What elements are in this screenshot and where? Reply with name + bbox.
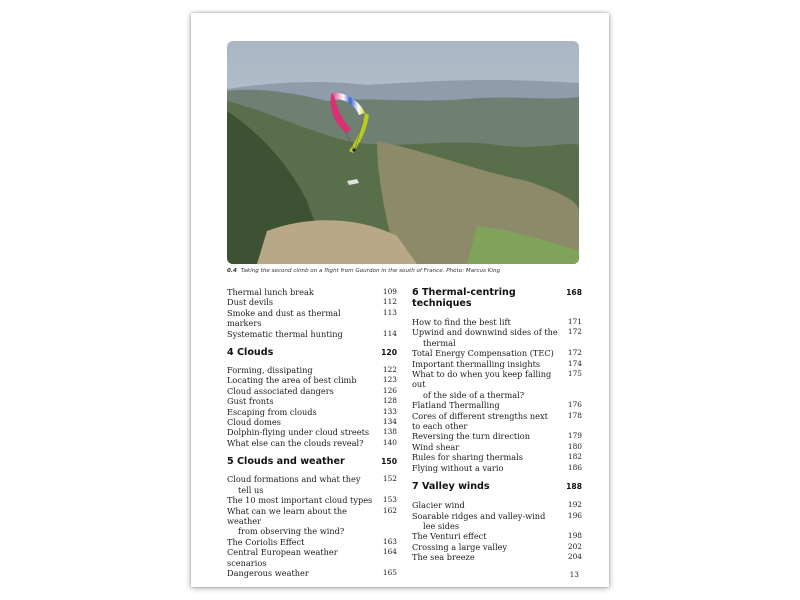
toc-entry: The Coriolis Effect 163 [227, 536, 397, 547]
toc-entry: Glacier wind 192 [412, 500, 582, 511]
toc-entry: Gust fronts 128 [227, 396, 397, 407]
toc-entry: Dolphin-flying under cloud streets 138 [227, 427, 397, 438]
toc-entry: Cloud domes 134 [227, 417, 397, 428]
toc-right-column [412, 287, 582, 563]
toc-entry: Soarable ridges and valley-wind lee sides 196 [412, 510, 582, 531]
toc-entry: The sea breeze 204 [412, 552, 582, 563]
page-number: 13 [569, 570, 579, 579]
book-page [191, 13, 609, 587]
toc-entry: How to find the best lift 171 [412, 317, 582, 327]
toc-entry: Flatland Thermalling 176 [412, 400, 582, 411]
toc-entry: Forming, dissipating 122 [227, 365, 397, 376]
photo-caption [227, 268, 579, 274]
chapter-heading: 4 Clouds 120 [227, 347, 397, 359]
toc-entry: Reversing the turn direction 179 [412, 431, 582, 442]
toc-entry: What to do when you keep falling out of the side of a thermal? 175 [412, 369, 582, 400]
toc-entry: The Venturi effect 198 [412, 531, 582, 542]
chapter-heading: 7 Valley winds 188 [412, 481, 582, 493]
caption-number: 0.4 [227, 268, 237, 274]
toc-entry: Escaping from clouds 133 [227, 406, 397, 417]
toc-entry: Upwind and downwind sides of the thermal 172 [412, 327, 582, 348]
paraglider-photo [227, 41, 579, 264]
toc-entry: Important thermalling insights 174 [412, 358, 582, 369]
toc-entry: Total Energy Compensation (TEC) 172 [412, 348, 582, 359]
toc-entry: Crossing a large valley 202 [412, 541, 582, 552]
toc-entry: What can we learn about the weather from observing the wind? 162 [227, 505, 397, 537]
toc-entry: Cloud associated dangers 126 [227, 385, 397, 396]
toc-entry: Central European weather scenarios 164 [227, 547, 397, 568]
toc-entry: The 10 most important cloud types 153 [227, 495, 397, 506]
caption-text: Taking the second climb on a flight from Gourdon in the south of France. Photo: Marcus King [240, 268, 501, 274]
toc-entry: Rules for sharing thermals 182 [412, 452, 582, 463]
toc-entry: Smoke and dust as thermal markers 113 [227, 307, 397, 329]
toc-entry: Dust devils 112 [227, 297, 397, 308]
toc-entry: Dangerous weather 165 [227, 567, 397, 578]
chapter-heading: 5 Clouds and weather 150 [227, 456, 397, 468]
toc-entry: Locating the area of best climb 123 [227, 375, 397, 386]
toc-entry: Flying without a vario 186 [412, 462, 582, 473]
toc-entry: Wind shear 180 [412, 441, 582, 452]
toc-left-column [227, 287, 397, 578]
toc-entry: Cores of different strengths next to each other 178 [412, 410, 582, 432]
toc-entry: Thermal lunch break 109 [227, 287, 397, 297]
toc-entry: Systematic thermal hunting 114 [227, 328, 397, 339]
chapter-heading: 6 Thermal-centring techniques 168 [412, 287, 582, 309]
toc-entry: What else can the clouds reveal? 140 [227, 437, 397, 448]
toc-entry: Cloud formations and what they tell us 152 [227, 474, 397, 495]
